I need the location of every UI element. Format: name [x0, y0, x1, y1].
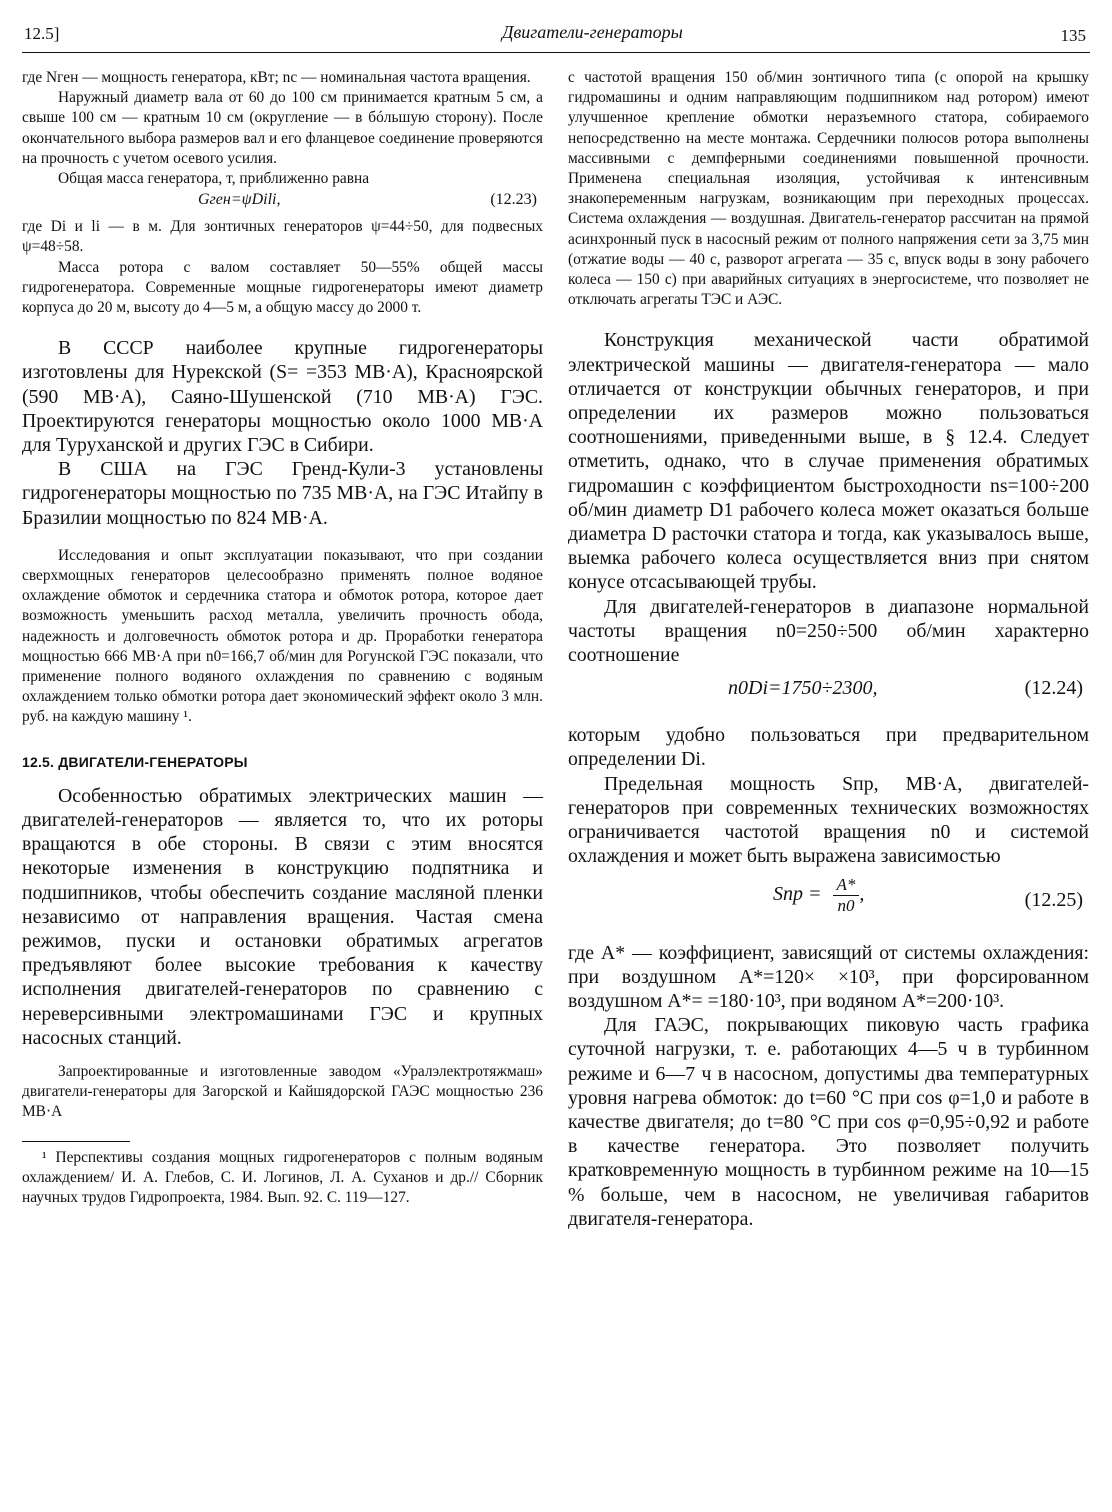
footnote-divider: [22, 1141, 130, 1142]
paragraph-large: где A* — коэффициент, зависящий от системы охлаждения: при воздушном A*=120× ×10³, при форсированном воздушном A*= =180·10³, при водяном A*=200·10³.: [568, 941, 1089, 1012]
paragraph: где Nген — мощность генератора, кВт; nс — номинальная частота вращения.: [22, 69, 531, 86]
paragraph-large: которым удобно пользоваться при предварительном определении Di.: [568, 724, 1089, 771]
paragraph: Масса ротора с валом составляет 50—55% общей массы гидрогенератора. Современные мощные гидрогенераторы имеют диаметр корпуса до 20 м, высоту до 4—5 м, а общую массу до 2000 т.: [22, 258, 543, 317]
formula-number: (12.24): [1024, 677, 1083, 700]
paragraph-large: Для ГАЭС, покрывающих пиковую часть графика суточной нагрузки, т. е. работающих 4—5 ч в турбинном режиме и 6—7 ч в насосном, допустимы два температурных уровня нагрева обмоток: до t=60 °С при cos φ=1,0 и работе в качестве двигателя; до t=80 °С при cos φ=0,95÷0,92 и работе в качестве генератора. Это позволяет получить кратковременную мощность в турбинном режиме на 10—15 % больше, чем в насосном, не увеличивая габаритов двигателя-генератора.: [568, 1014, 1089, 1230]
paragraph: Исследования и опыт эксплуатации показывают, что при создании сверхмощных генераторов целесообразно применять полное водяное охлаждение обмоток и сердечника статора и обмоток ротора, которое дает возможность уменьшить расход металла, увеличить прочность обода, надежность и долговечность обмоток ротора и др. Проработки генератора мощностью 666 МВ·А при n0=166,7 об/мин для Рогунской ГЭС показали, что применение полного водяного охлаждения по сравнению с водяным охлаждением только обмотки ротора дает экономический эффект около 3 млн. руб. на каждую машину ¹.: [22, 546, 543, 726]
formula-expression: Gген=ψDili,: [198, 191, 281, 209]
paragraph-large: Для двигателей-генераторов в диапазоне нормальной частоты вращения n0=250÷500 об/мин характерно соотношение: [568, 595, 1089, 667]
footnote: ¹ Перспективы создания мощных гидрогенераторов с полным водяным охлаждением/ И. А. Глебов, С. И. Логинов, Л. А. Суханов и др.// Сборник научных трудов Гидропроекта, 1984. Вып. 92. С. 119—127.: [22, 1148, 543, 1206]
formula-expression: [773, 875, 864, 916]
formula-number: (12.25): [1024, 888, 1083, 911]
paragraph-large: В США на ГЭС Гренд-Кули-3 установлены гидрогенераторы мощностью по 735 МВ·А, на ГЭС Итайпу в Бразилии мощностью по 824 МВ·А.: [22, 458, 543, 529]
fraction-numerator: A*: [833, 875, 860, 896]
formula-fraction: [833, 875, 860, 916]
formula-number: (12.23): [490, 191, 537, 209]
paragraph-large: Предельная мощность Sпр, МВ·А, двигателей-генераторов при современных технических возможностях ограничивается частотой вращения n0 и системой охлаждения и может быть выражена зависимостью: [568, 772, 1089, 868]
paragraph: Общая масса генератора, т, приближенно равна: [58, 170, 370, 188]
formula-12-23: [22, 189, 543, 217]
right-column: [568, 68, 1089, 1231]
left-column: [22, 68, 543, 1208]
paragraph: Запроектированные и изготовленные заводом «Уралэлектротяжмаш» двигатели-генераторы для Загорской и Кайшядорской ГАЭС мощностью 236 МВ·А: [22, 1062, 543, 1121]
paragraph: Наружный диаметр вала от 60 до 100 см принимается кратным 5 см, а свыше 100 см — кратным 10 см (округление — в бóльшую сторону). После окончательного выбора размеров вал и его фланцевое соединение проверяются на прочность с учетом осевого усилия.: [22, 89, 543, 167]
header-title: Двигатели-генераторы: [502, 22, 683, 42]
paragraph: с частотой вращения 150 об/мин зонтичного типа (с опорой на крышку гидромашины и одним направляющим подшипником над ротором) имеют улучшенное крепление обмотки неразъемного статора, собираемого непосредственно на месте монтажа. Сердечники полюсов ротора выполнены массивными с демпферными соединениями повышенной прочности. Применена специальная изоляция, устойчивая к интенсивным знакопеременным нагрузкам, возникающим при переходных процессах. Система охлаждения — воздушная. Двигатель-генератор рассчитан на прямой асинхронный пуск в насосный режим от полного напряжения сети за 3,75 мин (отжатие воды — 40 с, разворот агрегата — 35 с, впуск воды в зону рабочего колеса — 150 с) при аварийных ситуациях в энергосистеме, что позволяет не отключать агрегаты ТЭС и АЭС.: [568, 69, 1089, 309]
formula-lhs: Sпр =: [773, 882, 822, 905]
fraction-denominator: n0: [837, 895, 855, 915]
paragraph-large: В СССР наиболее крупные гидрогенераторы изготовлены для Нурекской (S= =353 МВ·А), Красноярской (590 МВ·А), Саяно-Шушенской (710 МВ·А) ГЭС. Проектируются генераторы мощностью около 1000 МВ·А для Туруханской и других ГЭС в Сибири.: [22, 337, 543, 457]
section-heading: 12.5. ДВИГАТЕЛИ-ГЕНЕРАТОРЫ: [22, 753, 248, 770]
formula-12-25: [568, 869, 1089, 941]
paragraph-large: Конструкция механической части обратимой электрической машины — двигателя-генератора — мало отличается от конструкции обычных генераторов, и при определении их размеров можно пользоваться соотношениями, приведенными выше, в § 12.4. Следует отметить, однако, что в случае применения обратимых гидромашин с коэффициентом быстроходности ns=100÷200 об/мин диаметр D1 рабочего колеса может оказаться больше диаметра D расточки статора и тогда, как указывалось выше, выемка рабочего колеса осуществляется вниз при снятом конусе отсасывающей трубы.: [568, 329, 1089, 594]
header-section-number: 12.5]: [24, 24, 60, 43]
formula-12-24: [568, 667, 1089, 723]
formula-expression: n0Di=1750÷2300,: [728, 677, 878, 700]
formula-tail: ,: [859, 882, 865, 905]
paragraph: где Di и li — в м. Для зонтичных генераторов ψ=44÷50, для подвесных ψ=48÷58.: [22, 218, 543, 256]
running-header: [22, 20, 1090, 53]
page-number: 135: [1060, 26, 1086, 45]
paragraph-large: Особенностью обратимых электрических машин — двигателей-генераторов — является то, что их роторы вращаются в обе стороны. В связи с этим вносятся некоторые изменения в конструкцию подпятника и подшипников, чтобы обеспечить создание масляной пленки независимо от направления вращения. Частая смена режимов, пуски и остановки обратимых агрегатов предъявляют более высокие требования к качеству исполнения двигателей-генераторов по сравнению с нереверсивными электромашинами ГЭС и крупных насосных станций.: [22, 784, 543, 1049]
